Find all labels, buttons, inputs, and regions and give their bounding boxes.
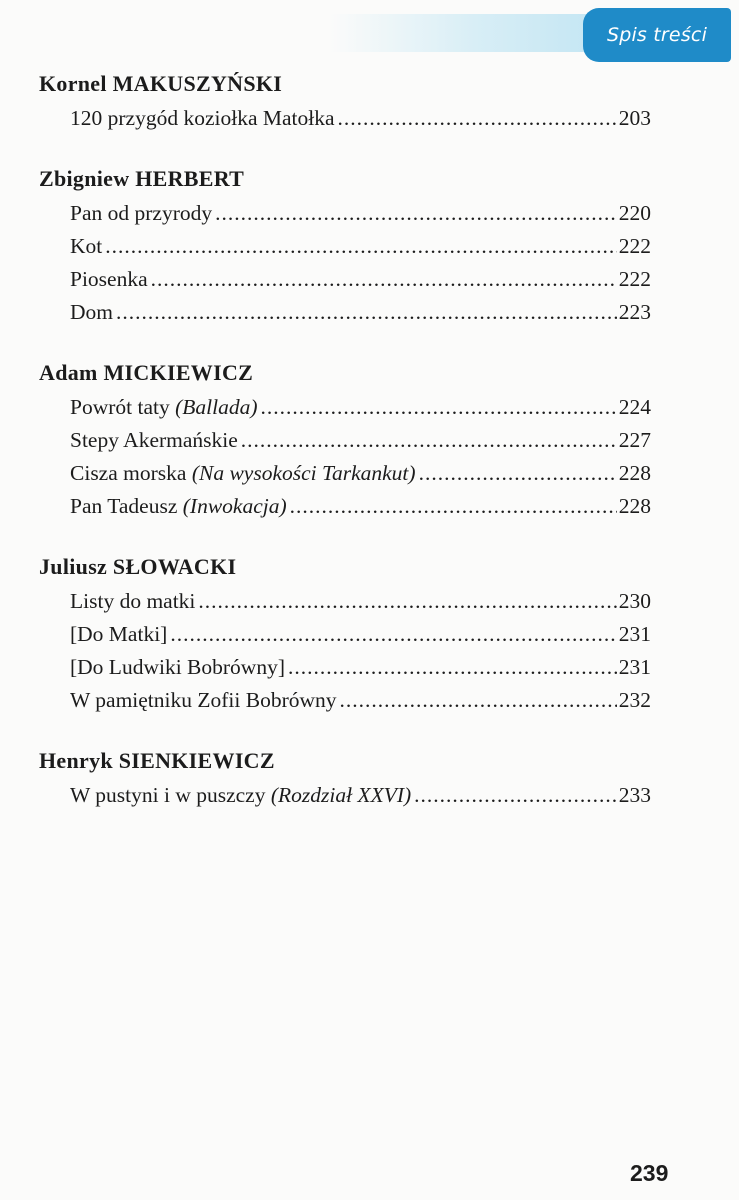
entry-title-text: Piosenka [70, 267, 148, 291]
dot-leader [340, 684, 617, 717]
header-banner-fade [330, 14, 600, 52]
entry-title-text: Pan Tadeusz [70, 494, 183, 518]
entry-title-text: Listy do matki [70, 589, 196, 613]
toc-entry [70, 296, 651, 329]
entry-title-text: 120 przygód koziołka Matołka [70, 106, 335, 130]
dot-leader [288, 651, 617, 684]
entry-page-number: 228 [618, 461, 651, 485]
entry-title [70, 490, 287, 523]
entry-subtitle: (Inwokacja) [182, 494, 287, 518]
toc-entry [70, 230, 651, 263]
author-name: Kornel MAKUSZYŃSKI [39, 71, 283, 96]
entry-page-number: 224 [618, 395, 651, 419]
entry-title [70, 102, 335, 135]
entry-title [70, 230, 102, 263]
entry-title-text: Dom [70, 300, 113, 324]
entry-page-number: 230 [618, 589, 651, 613]
toc-entry [70, 263, 651, 296]
entry-title [70, 424, 238, 457]
entry-page-number: 220 [618, 201, 651, 225]
entry-title [70, 779, 411, 812]
entry-subtitle: (Rozdział XXVI) [270, 783, 412, 807]
dot-leader [170, 618, 616, 651]
entry-page-number: 232 [618, 688, 651, 712]
table-of-contents [39, 66, 651, 838]
dot-leader [116, 296, 617, 329]
toc-entry [70, 424, 651, 457]
author-name: Henryk SIENKIEWICZ [39, 748, 275, 773]
toc-entry [70, 102, 651, 135]
author-name: Zbigniew HERBERT [39, 166, 245, 191]
entry-title [70, 684, 337, 717]
page-number: 239 [630, 1160, 669, 1186]
entry-title [70, 263, 148, 296]
entry-subtitle: (Na wysokości Tarkankut) [191, 461, 416, 485]
toc-entry [70, 684, 651, 717]
entry-page-number: 231 [618, 622, 651, 646]
entry-title-text: [Do Ludwiki Bobrówny] [70, 655, 285, 679]
toc-entry [70, 490, 651, 523]
toc-section [39, 549, 651, 717]
toc-section [39, 355, 651, 523]
entry-title [70, 391, 258, 424]
toc-entry [70, 391, 651, 424]
dot-leader [151, 263, 617, 296]
toc-entry [70, 197, 651, 230]
entry-page-number: 222 [618, 234, 651, 258]
entry-page-number: 222 [618, 267, 651, 291]
dot-leader [198, 585, 616, 618]
entry-page-number: 233 [618, 783, 651, 807]
entry-title-text: Pan od przyrody [70, 201, 213, 225]
entry-title-text: [Do Matki] [70, 622, 168, 646]
author-name: Adam MICKIEWICZ [39, 360, 254, 385]
toc-entry [70, 457, 651, 490]
toc-entry [70, 618, 651, 651]
entry-page-number: 231 [618, 655, 651, 679]
toc-section [39, 743, 651, 812]
author-name: Juliusz SŁOWACKI [39, 554, 237, 579]
dot-leader [338, 102, 617, 135]
dot-leader [241, 424, 617, 457]
entry-title-text: W pamiętniku Zofii Bobrówny [70, 688, 337, 712]
entry-title [70, 651, 285, 684]
entry-subtitle: (Ballada) [175, 395, 258, 419]
entry-page-number: 227 [618, 428, 651, 452]
dot-leader [419, 457, 617, 490]
dot-leader [414, 779, 617, 812]
toc-section [39, 66, 651, 135]
dot-leader [261, 391, 617, 424]
entry-title [70, 457, 416, 490]
entry-title-text: Kot [70, 234, 103, 258]
entry-page-number: 228 [618, 494, 651, 518]
entry-title [70, 296, 113, 329]
dot-leader [105, 230, 617, 263]
section-tab: Spis treści [583, 8, 731, 62]
dot-leader [290, 490, 617, 523]
dot-leader [215, 197, 617, 230]
toc-entry [70, 779, 651, 812]
entry-title-text: Cisza morska [70, 461, 192, 485]
entry-title-text: Stepy Akermańskie [70, 428, 238, 452]
entry-title [70, 585, 195, 618]
entry-title-text: W pustyni i w puszczy [70, 783, 271, 807]
entry-page-number: 203 [618, 106, 651, 130]
toc-section [39, 161, 651, 329]
toc-entry [70, 651, 651, 684]
entry-title [70, 197, 212, 230]
toc-entry [70, 585, 651, 618]
entry-title [70, 618, 167, 651]
entry-title-text: Powrót taty [70, 395, 176, 419]
entry-page-number: 223 [618, 300, 651, 324]
